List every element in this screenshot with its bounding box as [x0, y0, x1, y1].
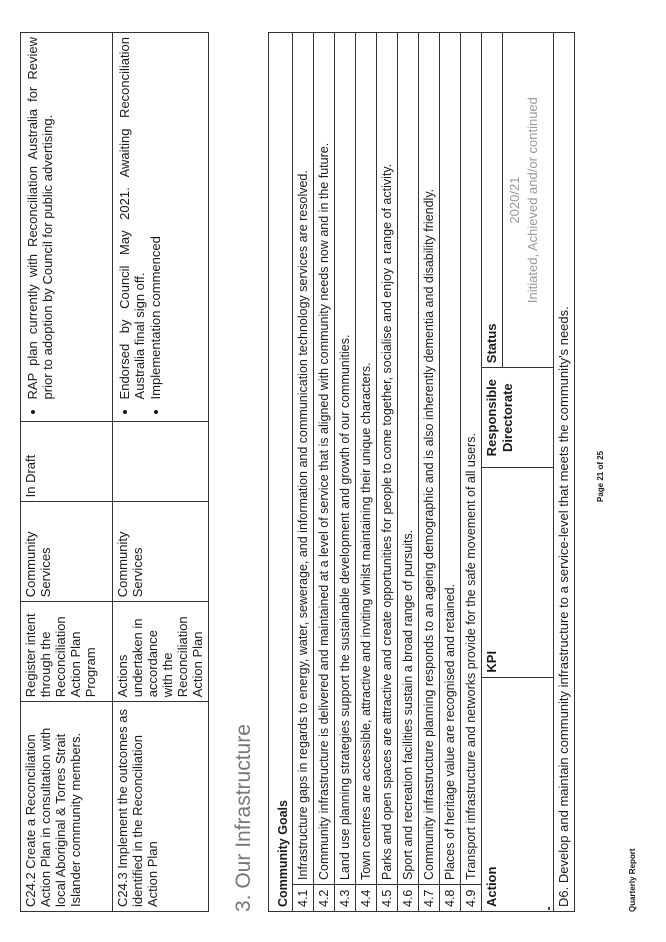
community-goals-table — [268, 32, 575, 912]
action-column-header: Action — [482, 677, 554, 911]
goals-header-row — [269, 33, 293, 912]
status-column-header — [482, 33, 554, 368]
goal-text: Transport infrastructure and networks provide for the safe movement of all users. — [461, 33, 482, 885]
goal-text: Infrastructure gaps in regards to energy, water, sewerage, and information and communication technology services are resolved. — [293, 33, 314, 885]
status-cell — [113, 422, 209, 502]
goal-number: 4.5 — [377, 885, 398, 912]
status-label: Status — [482, 33, 503, 367]
goal-number: 4.4 — [356, 885, 377, 912]
goal-number: 4.8 — [440, 885, 461, 912]
goal-row — [335, 33, 356, 912]
goal-text: Community infrastructure planning responds to an ageing demographic and is also inherently dementia and disability friendly. — [419, 33, 440, 885]
goal-row — [440, 33, 461, 912]
goal-row — [419, 33, 440, 912]
table-row — [21, 33, 113, 912]
goal-row — [461, 33, 482, 912]
goal-number: 4.6 — [398, 885, 419, 912]
d6-row — [554, 33, 575, 912]
goal-text: Sport and recreation facilities sustain a broad range of pursuits. — [398, 33, 419, 885]
goal-number: 4.9 — [461, 885, 482, 912]
comment-list — [117, 37, 163, 417]
status-period: 2020/21 — [507, 176, 522, 224]
status-cell: In Draft — [21, 422, 113, 502]
goals-header: Community Goals — [269, 33, 293, 912]
kpi-cell: Actions undertaken in accordance with the Reconciliation Action Plan — [113, 602, 209, 702]
goal-row — [377, 33, 398, 912]
goal-row — [356, 33, 377, 912]
goal-row — [293, 33, 314, 912]
goal-text: Community infrastructure is delivered and maintained at a level of service that is aligned with community needs now and in the future. — [314, 33, 335, 885]
d6-text: D6. Develop and maintain community infrastructure to a service-level that meets the community's needs. — [554, 33, 575, 912]
table-row — [113, 33, 209, 912]
directorate-cell: Community Services — [21, 502, 113, 602]
report-footer: Quarterly Report — [628, 848, 637, 912]
action-cell: C24.3 Implement the outcomes as identified in the Reconciliation Action Plan — [113, 702, 209, 912]
comment-list — [25, 37, 55, 417]
status-description: Initiated, Achieved and/or continued — [525, 97, 540, 304]
action-cell: C24.2 Create a Reconciliation Action Plan in consultation with local Aboriginal & Torres Strait Islander community members. — [21, 702, 113, 912]
goal-number: 4.1 — [293, 885, 314, 912]
list-item: • RAP plan currently with Reconciliation Australia for Review prior to adoption by Council for public advertising. — [25, 37, 55, 399]
list-item: • Implementation commenced — [148, 37, 163, 399]
goal-text: Places of heritage value are recognised and retained. — [440, 33, 461, 885]
section-title: 3. Our Infrastructure — [232, 724, 255, 912]
column-header-row — [482, 33, 554, 912]
page-number: Page 21 of 25 — [596, 450, 605, 502]
goal-row — [314, 33, 335, 912]
list-item: • Endorsed by Council May 2021. Awaiting Reconciliation Australia final sign off. — [117, 37, 147, 399]
goal-number: 4.2 — [314, 885, 335, 912]
comments-cell — [21, 33, 113, 422]
reconciliation-actions-table — [20, 32, 209, 912]
goal-number: 4.7 — [419, 885, 440, 912]
comments-cell — [113, 33, 209, 422]
kpi-column-header: KPI — [482, 468, 554, 677]
directorate-column-header: Responsible Directorate — [482, 368, 554, 468]
scan-mark — [548, 907, 550, 910]
goal-row — [398, 33, 419, 912]
goal-text: Town centres are accessible, attractive and inviting whilst maintaining their unique characters. — [356, 33, 377, 885]
goal-text: Land use planning strategies support the sustainable development and growth of our communities. — [335, 33, 356, 885]
kpi-cell: Register intent through the Reconciliation Action Plan Program — [21, 602, 113, 702]
directorate-cell: Community Services — [113, 502, 209, 602]
goal-text: Parks and open spaces are attractive and create opportunities for people to come together, socialise and enjoy a range of activity. — [377, 33, 398, 885]
goal-number: 4.3 — [335, 885, 356, 912]
